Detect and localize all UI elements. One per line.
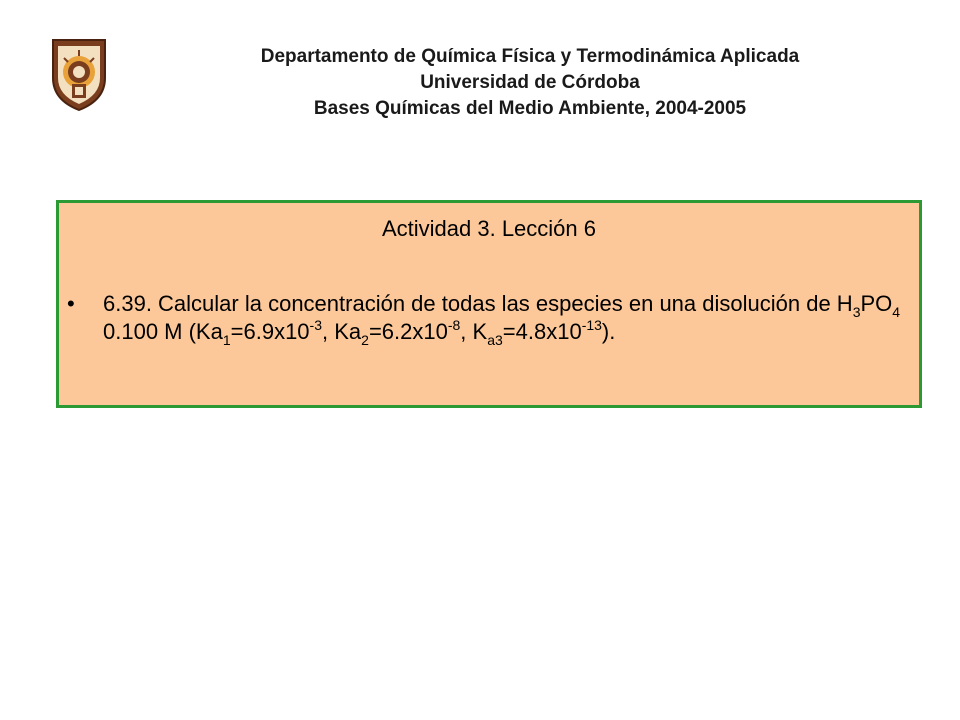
activity-box: [56, 200, 922, 408]
university-crest-icon: [50, 38, 108, 112]
department-title: Departamento de Química Física y Termodinámica Aplicada: [260, 46, 800, 67]
problem-text: 6.39. Calcular la concentración de todas las especies en una disolución de $H_3PO_4$ 0.100 M ($Ka_1=6.9x10^{-3}$, $Ka_2=6.2x10^{-8}$, $K_{a3}=4.8x10^{-13}$).: [103, 291, 901, 348]
university-title: Universidad de Córdoba: [420, 72, 640, 93]
header: [160, 44, 900, 122]
course-title: Bases Químicas del Medio Ambiente, 2004-2005: [313, 98, 747, 119]
activity-title: Actividad 3. Lección 6: [381, 216, 597, 241]
bullet-icon: •: [67, 291, 75, 316]
